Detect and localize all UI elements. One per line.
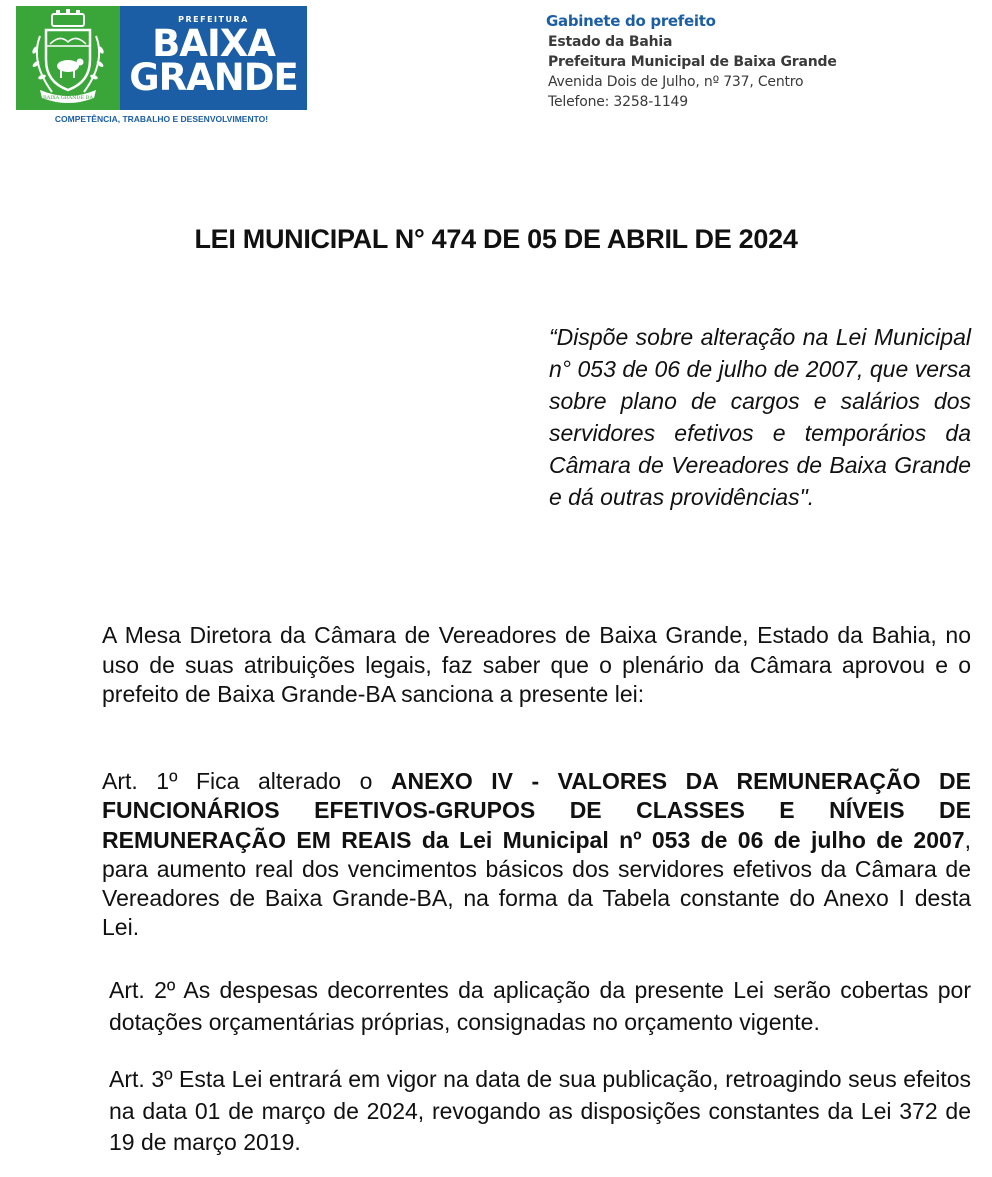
address: Avenida Dois de Julho, nº 737, Centro [548, 74, 804, 90]
article-2: Art. 2º As despesas decorrentes da aplicação da presente Lei serão cobertas por dotações orçamentárias próprias, consignadas no orçamento vigente. [109, 977, 971, 1035]
logo-wordmark-panel [120, 6, 307, 110]
article-3: Art. 3º Esta Lei entrará em vigor na data de sua publicação, retroagindo seus efeitos na data 01 de março de 2024, revogando as disposições constantes da Lei 372 de 19 de março 2019. [109, 1066, 971, 1155]
municipality-name: Prefeitura Municipal de Baixa Grande [548, 54, 837, 70]
article-1-bold-reference: ANEXO IV - VALORES DA REMUNERAÇÃO DE FUNCIONÁRIOS EFETIVOS-GRUPOS DE CLASSES E NÍVEIS DE REMUNERAÇÃO EM REAIS da Lei Municipal nº 053 de 06 de julho de 2007 [102, 768, 971, 853]
svg-text:BAIXA GRANDE BA: BAIXA GRANDE BA [42, 95, 94, 101]
state-name: Estado da Bahia [548, 34, 673, 50]
law-summary: “Dispõe sobre alteração na Lei Municipal n° 053 de 06 de julho de 2007, que versa sobre plano de cargos e salários dos servidores efetivos e temporários da Câmara de Vereadores de Baixa Grande e dá outras providências". [549, 324, 971, 510]
law-title: LEI MUNICIPAL N° 474 DE 05 DE ABRIL DE 2024 [194, 224, 798, 254]
prefeitura-logo [16, 6, 307, 110]
phone: Telefone: 3258-1149 [548, 94, 688, 110]
office-name: Gabinete do prefeito [546, 12, 716, 30]
article-1-rest: , para aumento real dos vencimentos básicos dos servidores efetivos da Câmara de Vereadores de Baixa Grande-BA, na forma da Tabela constante do Anexo I desta Lei. [102, 826, 971, 941]
logo-tagline: COMPETÊNCIA, TRABALHO E DESENVOLVIMENTO! [54, 114, 269, 124]
preamble-paragraph: A Mesa Diretora da Câmara de Vereadores de Baixa Grande, Estado da Bahia, no uso de suas atribuições legais, faz saber que o plenário da Câmara aprovou e o prefeito de Baixa Grande-BA sanciona a presente lei: [102, 622, 971, 707]
contact-block [546, 11, 966, 112]
article-1-intro: Art. 1º Fica alterado o [102, 768, 391, 794]
municipal-seal-icon [16, 6, 120, 110]
article-1 [102, 767, 971, 943]
logo-prefeitura-label: PREFEITURA [178, 15, 249, 24]
municipal-seal-panel [16, 6, 120, 110]
logo-name-line1: BAIXA [152, 22, 275, 65]
logo-name-line2: GRANDE [129, 56, 298, 99]
